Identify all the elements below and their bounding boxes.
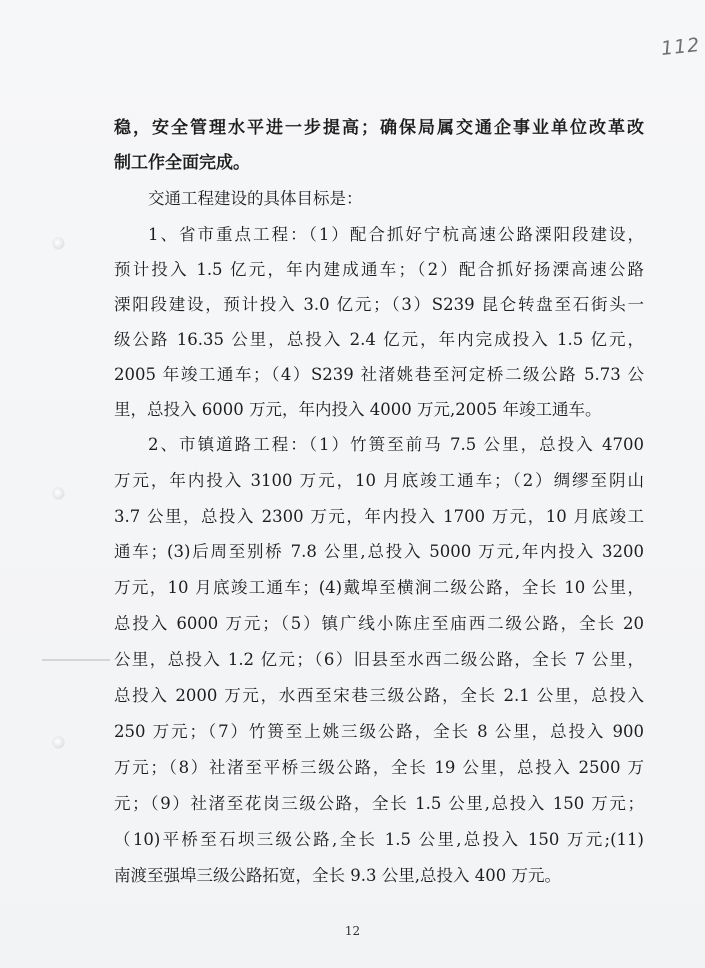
section-heading: 交通工程建设的具体目标是： (148, 189, 363, 208)
paragraph-line: 里，总投入 6000 万元，年内投入 4000 万元,2005 年竣工通车。 (114, 400, 602, 419)
paragraph-line: 通车；(3)后周至别桥 7.8 公里,总投入 5000 万元,年内投入 3200 (114, 542, 644, 561)
paragraph-line: 级公路 16.35 公里，总投入 2.4 亿元，年内完成投入 1.5 亿元， (114, 330, 644, 349)
paragraph-line: 公里，总投入 1.2 亿元；（6）旧县至水西二级公路，全长 7 公里， (114, 650, 644, 669)
page-number: 12 (344, 924, 361, 938)
paragraph-line: 制工作全面完成。 (114, 153, 250, 173)
paragraph-line: 总投入 2000 万元，水西至宋巷三级公路，全长 2.1 公里，总投入 (114, 686, 644, 705)
punch-hole-icon (53, 238, 64, 249)
paragraph-line: 总投入 6000 万元；（5）镇广线小陈庄至庙西二级公路，全长 20 (114, 614, 644, 633)
paragraph-line: 1、省市重点工程：（1）配合抓好宁杭高速公路溧阳段建设， (148, 225, 644, 244)
paragraph-line: 万元；（8）社渚至平桥三级公路，全长 19 公里，总投入 2500 万 (114, 758, 644, 777)
paragraph-line: 稳，安全管理水平进一步提高；确保局属交通企事业单位改革改 (114, 118, 644, 138)
paragraph-line: 元；（9）社渚至花岗三级公路，全长 1.5 公里,总投入 150 万元； (114, 794, 644, 813)
paragraph-line: 250 万元；（7）竹篑至上姚三级公路，全长 8 公里，总投入 900 (114, 722, 644, 741)
paragraph-line: 溧阳段建设，预计投入 3.0 亿元；（3）S239 昆仑转盘至石街头一 (114, 295, 644, 314)
paragraph-line: 预计投入 1.5 亿元，年内建成通车；（2）配合抓好扬溧高速公路 (114, 260, 644, 279)
handwritten-page-mark: 112 (659, 34, 702, 60)
paragraph-line: 2、市镇道路工程：（1）竹篑至前马 7.5 公里，总投入 4700 (148, 435, 644, 454)
paragraph-line: 3.7 公里，总投入 2300 万元，年内投入 1700 万元，10 月底竣工 (114, 507, 644, 526)
paragraph-line: 2005 年竣工通车；（4）S239 社渚姚巷至河定桥二级公路 5.73 公 (114, 365, 644, 384)
punch-hole-icon (53, 737, 64, 748)
paragraph-line: 南渡至强埠三级公路拓宽，全长 9.3 公里,总投入 400 万元。 (114, 866, 561, 885)
punch-hole-icon (53, 488, 64, 499)
paragraph-line: 万元，年内投入 3100 万元，10 月底竣工通车；（2）绸缪至阴山 (114, 471, 644, 490)
paragraph-line: 万元，10 月底竣工通车；(4)戴埠至横涧二级公路，全长 10 公里， (114, 578, 644, 597)
paragraph-line: （10)平桥至石坝三级公路,全长 1.5 公里,总投入 150 万元;(11) (114, 830, 644, 849)
scan-smudge (42, 659, 110, 661)
